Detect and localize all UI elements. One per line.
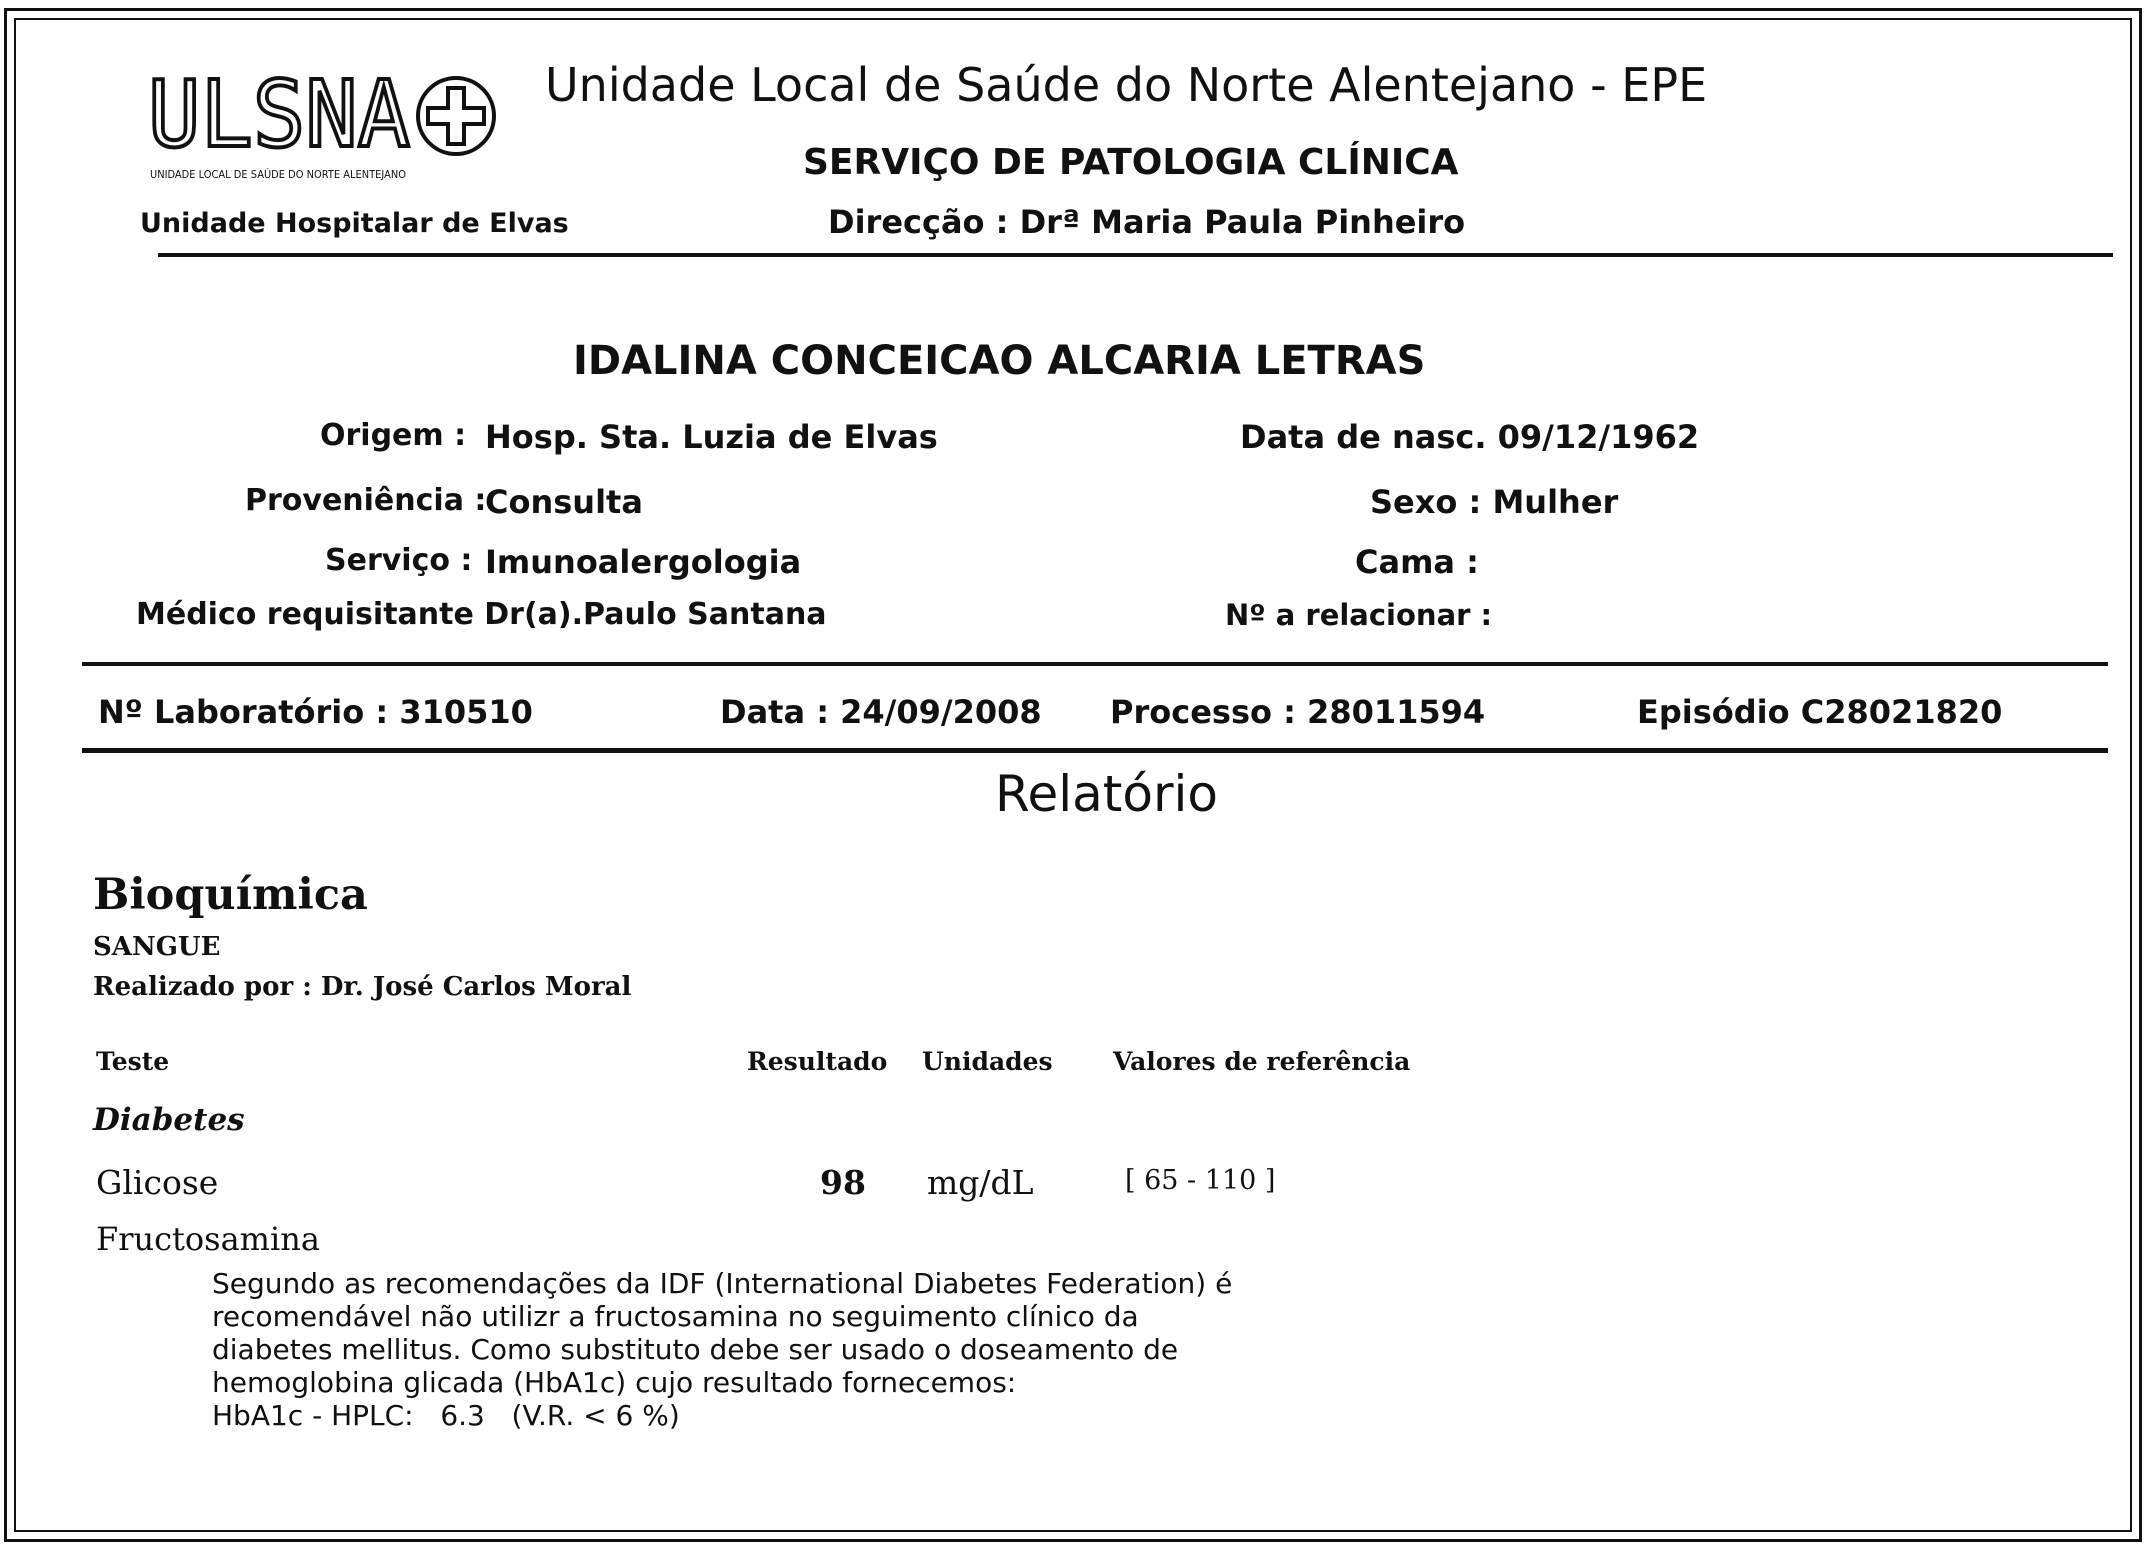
- institution-name: Unidade Local de Saúde do Norte Alentejano - EPE: [545, 58, 1708, 112]
- report-date: Data : 24/09/2008: [720, 693, 1042, 731]
- column-resultado: Resultado: [747, 1047, 888, 1076]
- lab-divider: [82, 748, 2108, 753]
- logo-tagline: UNIDADE LOCAL DE SAÚDE DO NORTE ALENTEJANO: [150, 168, 407, 181]
- note-line-hba1c: HbA1c - HPLC: 6.3 (V.R. < 6 %): [212, 1399, 680, 1432]
- column-unidades: Unidades: [922, 1047, 1053, 1076]
- test-glicose-name: Glicose: [96, 1163, 219, 1202]
- realizado-por: Realizado por : Dr. José Carlos Moral: [93, 972, 632, 1002]
- medico-requisitante: Médico requisitante Dr(a).Paulo Santana: [136, 597, 827, 632]
- numero-relacionar: Nº a relacionar :: [1225, 598, 1493, 632]
- test-glicose-result: 98: [820, 1163, 866, 1202]
- origem-label: Origem :: [320, 418, 467, 453]
- servico-label: Serviço :: [325, 543, 473, 578]
- logo-letters: ULSNA: [148, 72, 410, 168]
- note-line: hemoglobina glicada (HbA1c) cujo resultado fornecemos:: [212, 1366, 1017, 1399]
- cama: Cama :: [1355, 543, 1479, 581]
- service-name: SERVIÇO DE PATOLOGIA CLÍNICA: [803, 142, 1459, 183]
- header-divider: [158, 253, 2113, 257]
- section-title: Bioquímica: [93, 870, 368, 920]
- patient-name: IDALINA CONCEICAO ALCARIA LETRAS: [573, 338, 1426, 384]
- test-glicose-unit: mg/dL: [927, 1163, 1034, 1202]
- date-of-birth: Data de nasc. 09/12/1962: [1240, 418, 1700, 456]
- proveniencia-value: Consulta: [485, 483, 643, 521]
- fructosamina-note: [212, 1267, 1232, 1432]
- episodio-number: Episódio C28021820: [1637, 693, 2003, 731]
- ulsna-logo-graphic: [148, 72, 498, 184]
- sample-type: SANGUE: [93, 932, 221, 962]
- proveniencia-label: Proveniência :: [245, 483, 487, 518]
- note-line: recomendável não utilizr a fructosamina no seguimento clínico da: [212, 1300, 1139, 1333]
- report-title: Relatório: [995, 765, 1219, 823]
- direction: Direcção : Drª Maria Paula Pinheiro: [828, 203, 1466, 241]
- test-fructosamina-name: Fructosamina: [96, 1220, 320, 1258]
- note-line: diabetes mellitus. Como substituto debe ser usado o doseamento de: [212, 1333, 1179, 1366]
- ulsna-logo: [148, 72, 498, 184]
- test-glicose-reference: [ 65 - 110 ]: [1125, 1165, 1276, 1196]
- column-referencia: Valores de referência: [1113, 1047, 1411, 1076]
- note-line: Segundo as recomendações da IDF (International Diabetes Federation) é: [212, 1267, 1233, 1300]
- cross-icon: [418, 78, 494, 154]
- hospital-unit: Unidade Hospitalar de Elvas: [140, 208, 569, 239]
- group-diabetes: Diabetes: [93, 1102, 245, 1138]
- processo-number: Processo : 28011594: [1110, 693, 1486, 731]
- patient-divider: [82, 662, 2108, 666]
- laboratorio-number: Nº Laboratório : 310510: [98, 693, 533, 731]
- sexo: Sexo : Mulher: [1370, 483, 1619, 521]
- column-teste: Teste: [96, 1047, 170, 1076]
- servico-value: Imunoalergologia: [485, 543, 802, 581]
- origem-value: Hosp. Sta. Luzia de Elvas: [485, 418, 938, 456]
